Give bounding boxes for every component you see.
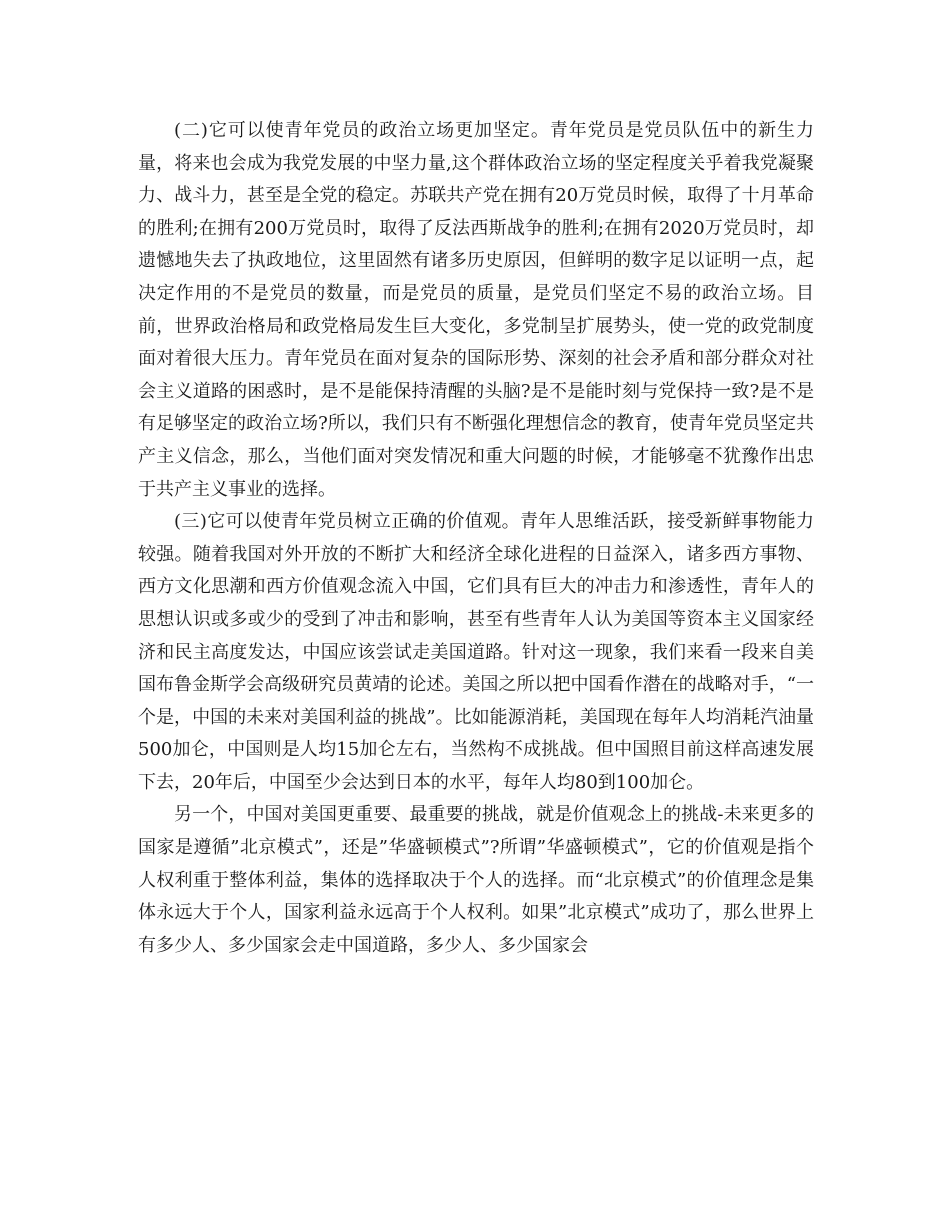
document-body — [138, 115, 814, 962]
paragraph-value-challenge: 另一个，中国对美国更重要、最重要的挑战，就是价值观念上的挑战-未来更多的国家是遵循”北京模式”，还是”华盛顿模式”?所谓”华盛顿模式”，它的价值观是指个人权利重于整体利益，集体的选择取决于个人的选择。而“北京模式”的价值理念是集体永远大于个人，国家利益永远高于个人权利。如果”北京模式”成功了，那么世界上有多少人、多少国家会走中国道路，多少人、多少国家会 — [138, 804, 814, 956]
paragraph-values: (三)它可以使青年党员树立正确的价值观。青年人思维活跃，接受新鲜事物能力较强。随着我国对外开放的不断扩大和经济全球化进程的日益深入，诸多西方事物、西方文化思潮和西方价值观念流入中国，它们具有巨大的冲击力和渗透性，青年人的思想认识或多或少的受到了冲击和影响，甚至有些青年人认为美国等资本主义国家经济和民主高度发达，中国应该尝试走美国道路。针对这一现象，我们来看一段来自美国布鲁金斯学会高级研究员黄靖的论述。美国之所以把中国看作潜在的战略对手，“一个是，中国的未来对美国利益的挑战”。比如能源消耗，美国现在每年人均消耗汽油量500加仑，中国则是人均15加仑左右，当然构不成挑战。但中国照目前这样高速发展下去，20年后，中国至少会达到日本的水平，每年人均80到100加仑。 — [138, 511, 814, 793]
paragraph-political-stance: (二)它可以使青年党员的政治立场更加坚定。青年党员是党员队伍中的新生力量，将来也会成为我党发展的中坚力量,这个群体政治立场的坚定程度关乎着我党凝聚力、战斗力，甚至是全党的稳定。苏联共产党在拥有20万党员时候，取得了十月革命的胜利;在拥有200万党员时，取得了反法西斯战争的胜利;在拥有2020万党员时，却遗憾地失去了执政地位，这里固然有诸多历史原因，但鲜明的数字足以证明一点，起决定作用的不是党员的数量，而是党员的质量，是党员们坚定不易的政治立场。目前，世界政治格局和政党格局发生巨大变化，多党制呈扩展势头，使一党的政党制度面对着很大压力。青年党员在面对复杂的国际形势、深刻的社会矛盾和部分群众对社会主义道路的困惑时，是不是能保持清醒的头脑?是不是能时刻与党保持一致?是不是有足够坚定的政治立场?所以，我们只有不断强化理想信念的教育，使青年党员坚定共产主义信念，那么，当他们面对突发情况和重大问题的时候，才能够毫不犹豫作出忠于共产主义事业的选择。 — [138, 120, 814, 500]
